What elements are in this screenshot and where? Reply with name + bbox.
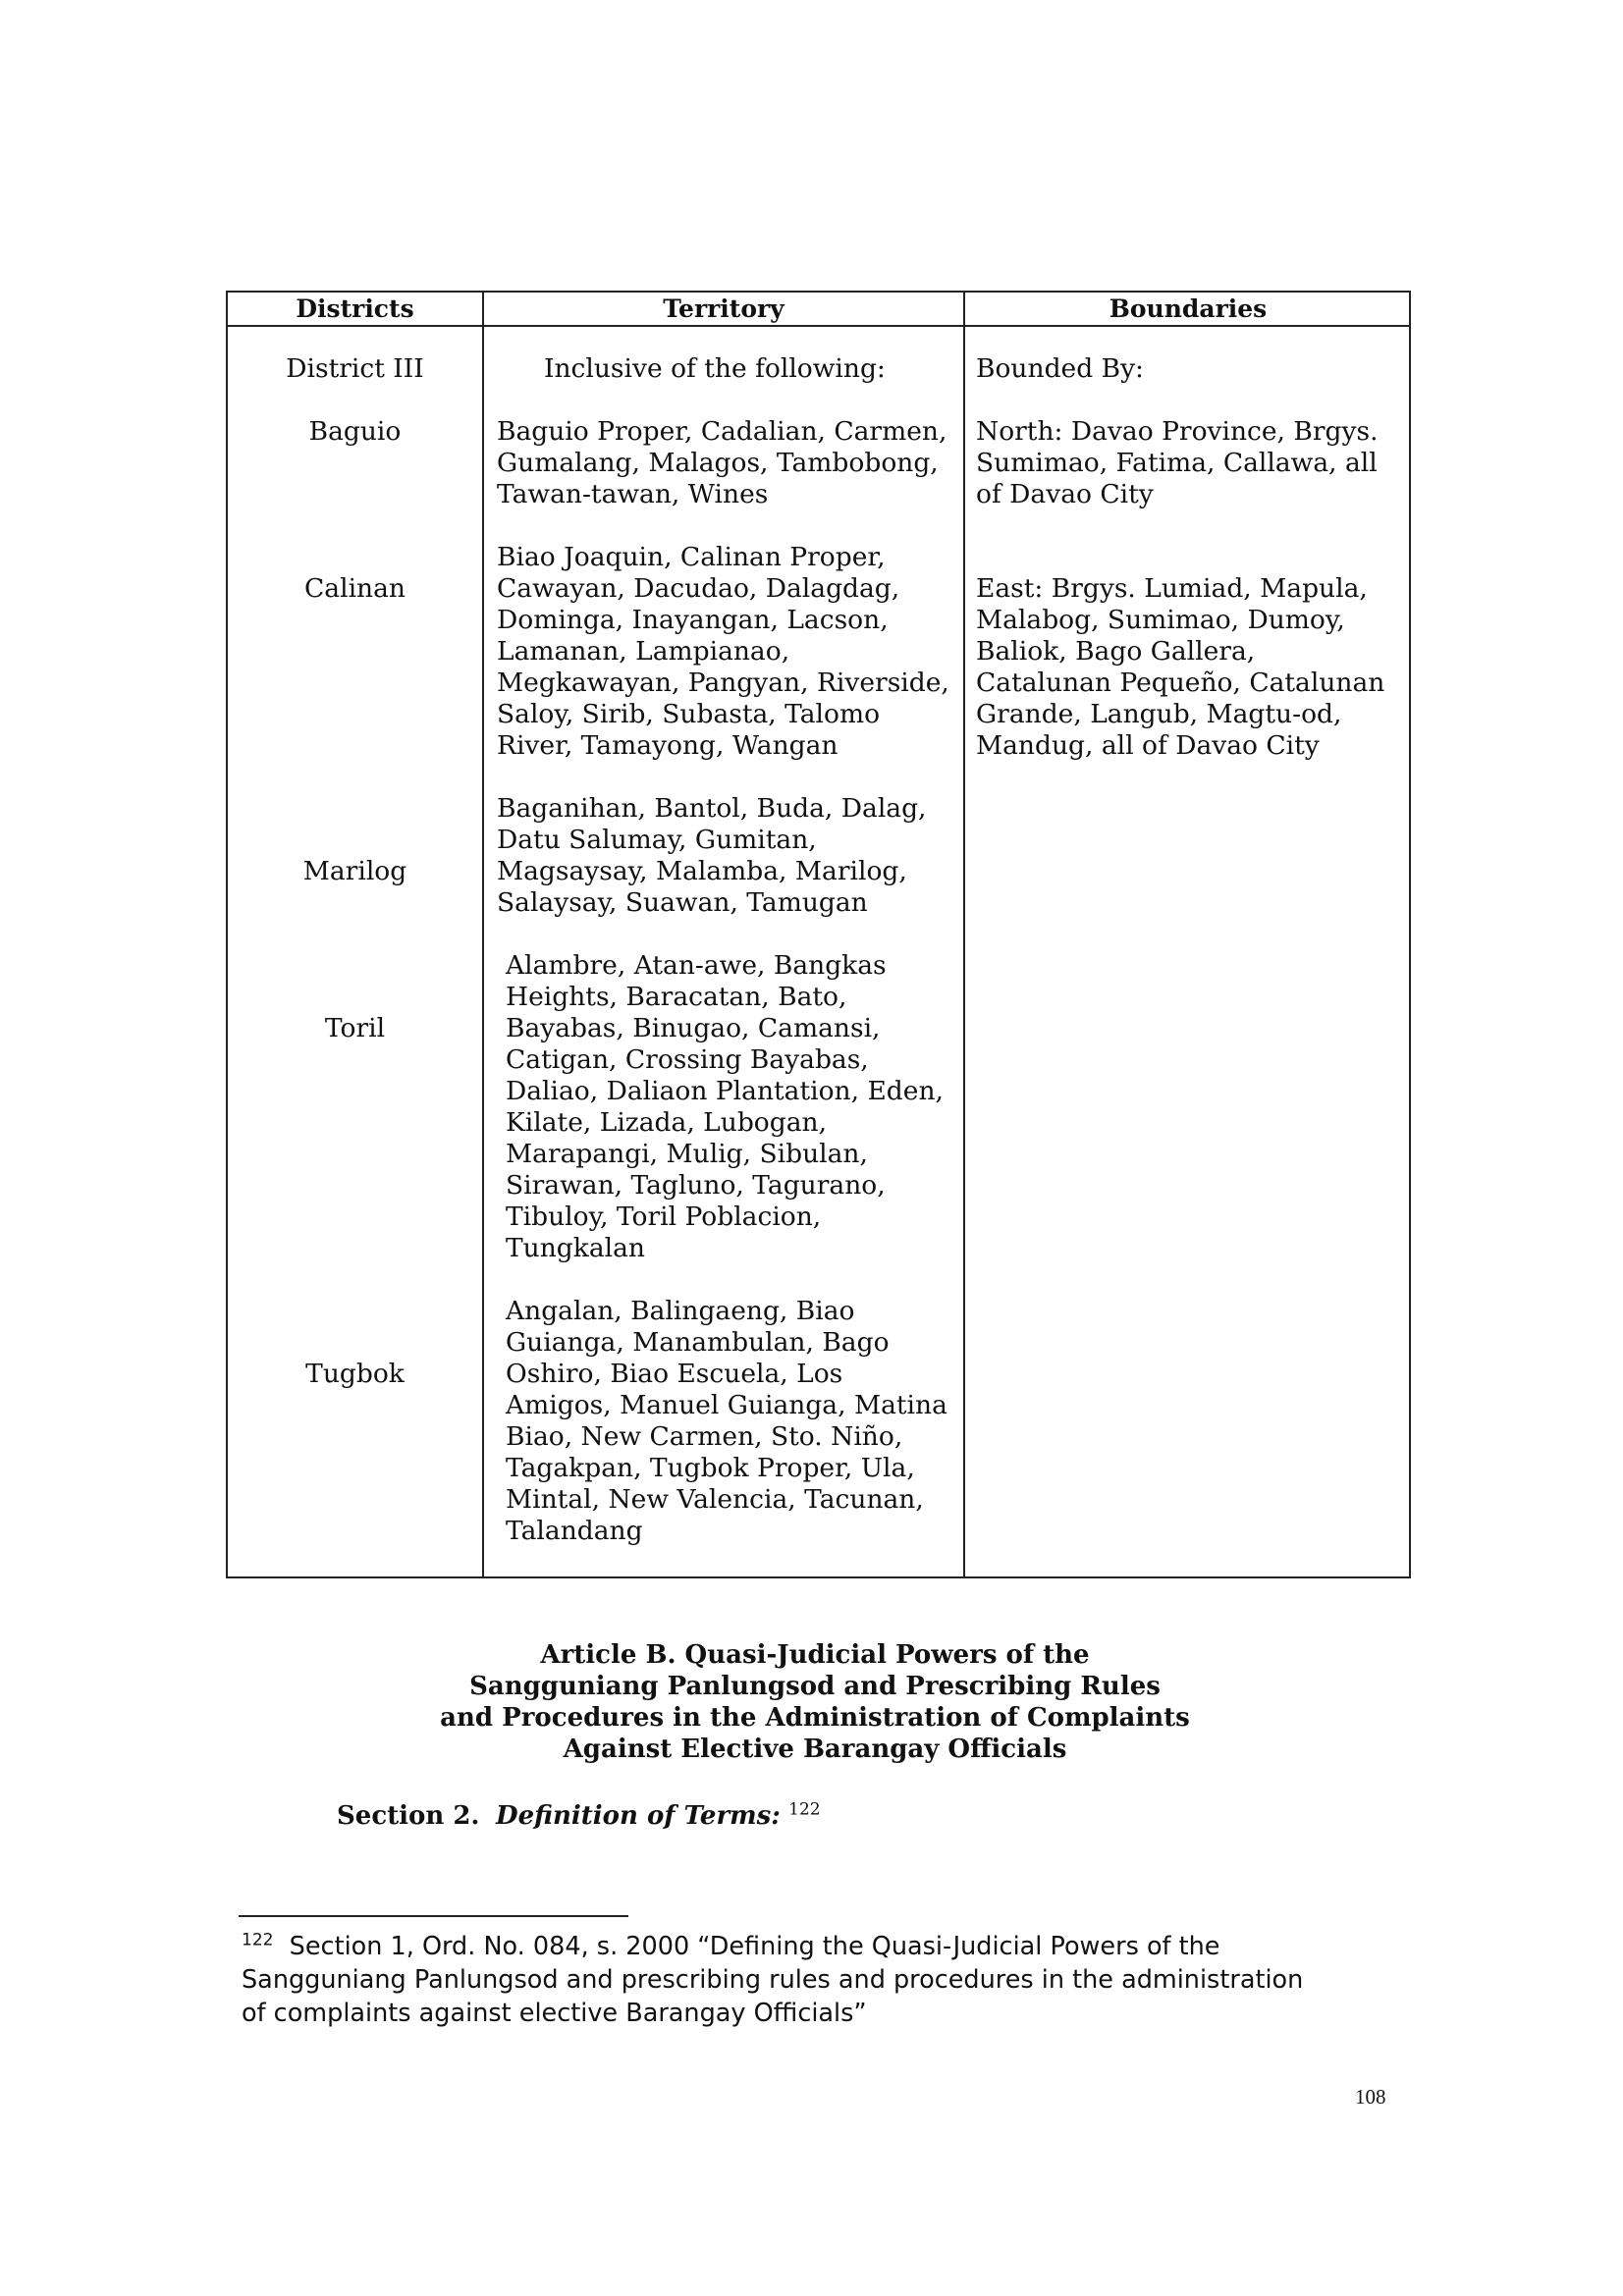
district-cell: Marilog bbox=[302, 856, 407, 886]
boundaries-cell: East: Brgys. Lumiad, Mapula, Malabog, Sumimao, Dumoy, Baliok, Bago Gallera, Catalunan Pequeño, Catalunan Grande, Langub, Magtu-od, Mandug, all of Davao City bbox=[976, 573, 1385, 761]
column-divider bbox=[482, 293, 484, 1576]
footnote-text: Section 1, Ord. No. 084, s. 2000 “Defining the Quasi-Judicial Powers of the Sangguniang Panlungsod and prescribing rules and procedures in the administration of complaints against elective Barangay Officials” bbox=[242, 1932, 1304, 2028]
section-title: Definition of Terms: bbox=[496, 1801, 781, 1831]
territory-cell: Biao Joaquin, Calinan Proper, Cawayan, Dacudao, Dalagdag, Dominga, Inayangan, Lacson, Lamanan, Lampianao, Megkawayan, Pangyan, Riverside, Saloy, Sirib, Subasta, Talomo River, Tamayong, Wangan bbox=[497, 542, 949, 761]
district-cell: Calinan bbox=[304, 573, 406, 604]
territory-cell: Inclusive of the following: bbox=[544, 353, 886, 384]
footnote-number: 122 bbox=[242, 1930, 274, 1950]
header-boundaries: Boundaries bbox=[1109, 294, 1268, 323]
section-label: Section 2. bbox=[337, 1801, 480, 1831]
header-divider bbox=[228, 325, 1409, 327]
territory-cell: Baguio Proper, Cadalian, Carmen, Gumalang, Malagos, Tambobong, Tawan-tawan, Wines bbox=[497, 416, 947, 509]
district-cell: Tugbok bbox=[305, 1359, 405, 1389]
footnote-separator bbox=[239, 1915, 628, 1917]
territory-cell: Alambre, Atan-awe, Bangkas Heights, Baracatan, Bato, Bayabas, Binugao, Camansi, Catigan, Crossing Bayabas, Daliao, Daliaon Plantation, Eden, Kilate, Lizada, Lubogan, Marapangi, Mulig, Sibulan, Sirawan, Tagluno, Tagurano, Tibuloy, Toril Poblacion, Tungkalan bbox=[506, 950, 944, 1263]
district-cell: District III bbox=[286, 353, 424, 384]
footnote-reference[interactable]: 122 bbox=[788, 1799, 821, 1820]
footnote bbox=[242, 1930, 1400, 2030]
district-cell: Baguio bbox=[308, 416, 402, 447]
header-territory: Territory bbox=[663, 294, 784, 323]
territory-cell: Angalan, Balingaeng, Biao Guianga, Manambulan, Bago Oshiro, Biao Escuela, Los Amigos, Manuel Guianga, Matina Biao, New Carmen, Sto. Niño, Tagakpan, Tugbok Proper, Ula, Mintal, New Valencia, Tacunan, Talandang bbox=[506, 1296, 947, 1546]
page-number: 108 bbox=[1355, 2085, 1386, 2109]
article-heading: Article B. Quasi-Judicial Powers of the Sangguniang Panlungsod and Prescribing Rules and Procedures in the Administration of Complaints Against Elective Barangay Officials bbox=[440, 1640, 1190, 1764]
header-districts: Districts bbox=[296, 294, 414, 323]
district-cell: Toril bbox=[324, 1013, 386, 1043]
districts-table bbox=[226, 291, 1411, 1578]
territory-cell: Baganihan, Bantol, Buda, Dalag, Datu Salumay, Gumitan, Magsaysay, Malamba, Marilog, Salaysay, Suawan, Tamugan bbox=[497, 793, 927, 918]
boundaries-cell: Bounded By: bbox=[976, 353, 1144, 384]
section-heading bbox=[337, 1800, 821, 1832]
boundaries-cell: North: Davao Province, Brgys. Sumimao, Fatima, Callawa, all of Davao City bbox=[976, 416, 1379, 509]
